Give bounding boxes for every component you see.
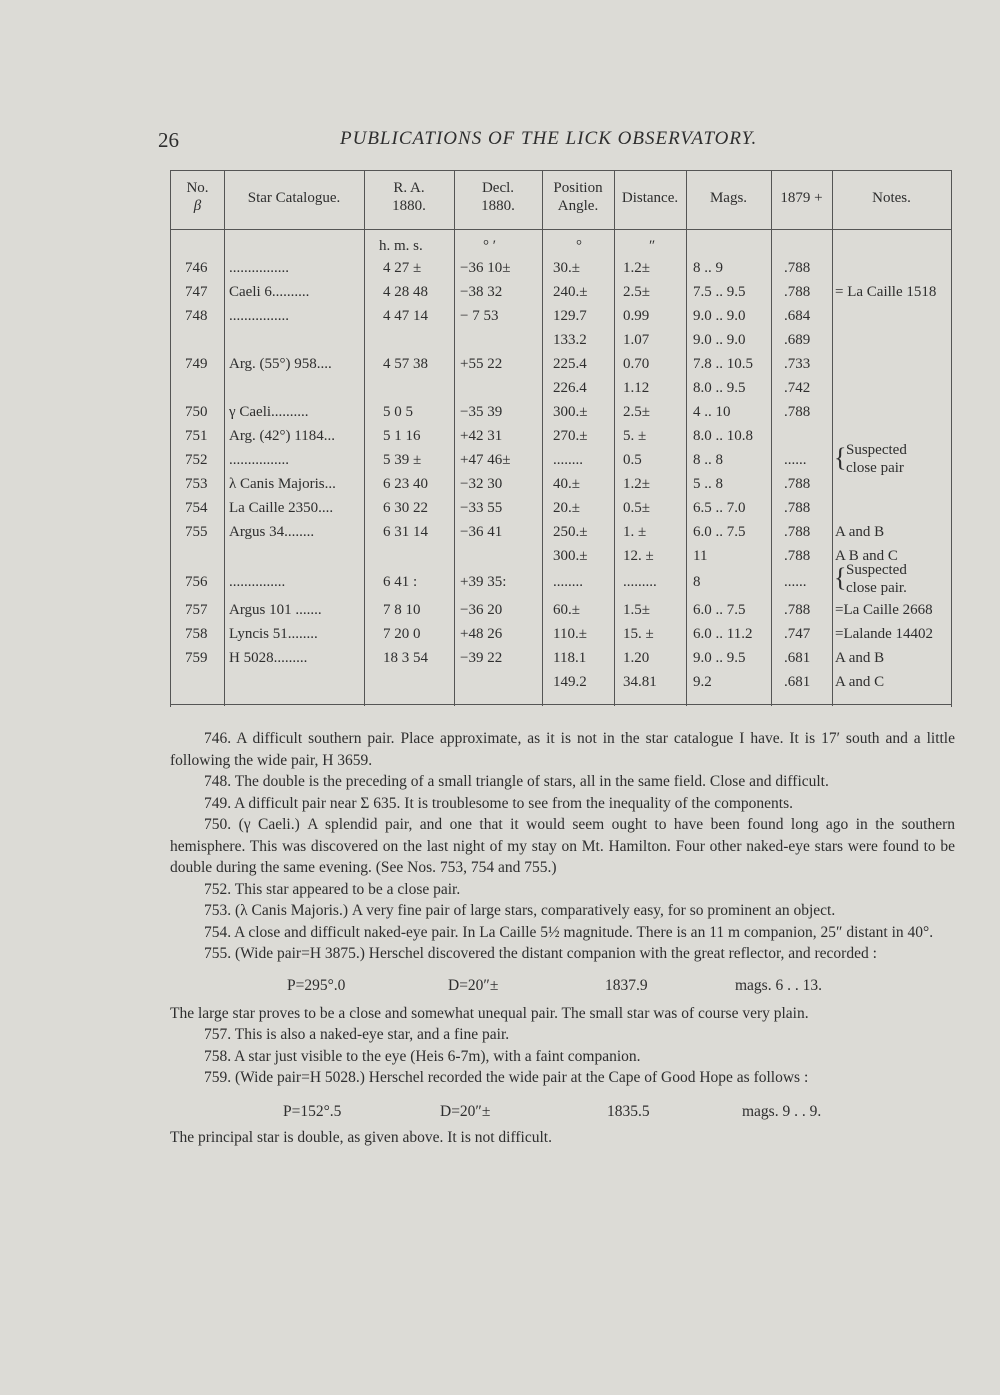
cell-note: A and B [835,650,885,666]
col-rule [686,171,687,706]
cell-mags: 7.5 .. 9.5 [693,284,746,300]
note-746: 746. A difficult southern pair. Place approximate, as it is not in the star catalogue I have. It is 17′ south and a little following the wide pair, H 3659. [170,730,955,769]
cell-decl: −39 22 [460,650,503,666]
cell-distance: 0.70 [623,356,650,372]
header-ra: R. A. 1880. [392,180,426,214]
cell-note: = La Caille 1518 [835,284,937,300]
cell-position-angle: ........ [553,452,583,468]
cell-ra: 18 3 54 [383,650,428,666]
cell-position-angle: 60.± [553,602,580,618]
cell-no: 752 [185,452,208,468]
cell-ra: 4 27 ± [383,260,422,276]
note-755: 755. (Wide pair=H 3875.) Herschel discovered the distant companion with the great reflector, and recorded : [204,945,877,962]
cell-note: A and B [835,524,885,540]
header-position-angle: Position Angle. [553,180,603,214]
cell-position-angle: 149.2 [553,674,587,690]
unit-dist: ″ [649,238,656,254]
cell-catalogue: Lyncis 51........ [229,626,318,642]
brace-icon: { [834,563,847,592]
col-rule [454,171,455,706]
cell-decl: +42 31 [460,428,503,444]
cell-distance: ......... [623,574,657,590]
cell-catalogue: Arg. (55°) 958.... [229,356,332,372]
note-753: 753. (λ Canis Majoris.) A very fine pair of large stars, comparatively easy, for so prominent an object. [204,902,836,919]
cell-mags: 6.0 .. 7.5 [693,524,746,540]
cell-epoch: .689 [784,332,811,348]
cell-catalogue: Arg. (42°) 1184... [229,428,335,444]
cell-decl: +47 46± [460,452,511,468]
cell-mags: 5 .. 8 [693,476,723,492]
note-748: 748. The double is the preceding of a small triangle of stars, all in the same field. Close and difficult. [204,773,829,790]
note-755-cont: The large star proves to be a close and somewhat unequal pair. The small star was of course very plain. [170,1004,809,1022]
cell-epoch: .684 [784,308,811,324]
cell-mags: 8 .. 9 [693,260,723,276]
cell-mags: 9.0 .. 9.0 [693,308,746,324]
header-catalogue: Star Catalogue. [247,190,341,206]
cell-note: =Lalande 14402 [835,626,934,642]
col-rule [771,171,772,706]
cell-epoch: .788 [784,500,811,516]
cell-mags: 7.8 .. 10.5 [693,356,753,372]
cell-ra: 5 0 5 [383,404,413,420]
cell-position-angle: ........ [553,574,583,590]
cell-distance: 1.12 [623,380,650,396]
cell-no: 751 [185,428,208,444]
note-750: 750. (γ Caeli.) A splendid pair, and one that it would seem ought to have been found long ago in the southern hemisphere. This was discovered on the last night of my stay on Mt. Hamilton. Four other naked-eye stars were found to be double during the same evening. (See Nos. 753, 754 and 755.) [170,816,955,876]
cell-catalogue: ............... [229,574,286,590]
cell-epoch: ...... [784,574,807,590]
cell-no: 748 [185,308,208,324]
cell-mags: 9.0 .. 9.5 [693,650,746,666]
header-decl: Decl. 1880. [481,180,515,214]
note-752: 752. This star appeared to be a close pair. [204,880,461,898]
cell-position-angle: 226.4 [553,380,587,396]
cell-ra: 6 31 14 [383,524,428,540]
unit-decl: ° ′ [483,238,497,254]
cell-epoch: ...... [784,452,807,468]
cell-no: 754 [185,500,208,516]
cell-distance: 1.07 [623,332,650,348]
cell-distance: 0.99 [623,308,650,324]
header-rule [171,229,951,230]
cell-no: 753 [185,476,208,492]
cell-epoch: .788 [784,602,811,618]
cell-position-angle: 30.± [553,260,580,276]
cell-position-angle: 250.± [553,524,588,540]
cell-mags: 9.2 [693,674,712,690]
cell-epoch: .681 [784,674,811,690]
cell-distance: 15. ± [623,626,654,642]
header-no: No. β [186,180,209,214]
cell-ra: 6 23 40 [383,476,428,492]
cell-epoch: .788 [784,476,811,492]
formula-755: P=295°.0 D=20″± 1837.9 mags. 6 . . 13. [287,976,822,994]
note-754: 754. A close and difficult naked-eye pair. In La Caille 5½ magnitude. There is an 11 m companion, 25″ distant in 40°. [204,923,934,941]
header-epoch: 1879 + [780,190,823,206]
cell-mags: 9.0 .. 9.0 [693,332,746,348]
cell-no: 757 [185,602,208,618]
cell-no: 755 [185,524,208,540]
col-rule [542,171,543,706]
col-rule [614,171,615,706]
cell-ra: 7 20 0 [383,626,421,642]
cell-distance: 1.2± [623,260,650,276]
cell-catalogue: ................ [229,308,289,324]
cell-position-angle: 118.1 [553,650,587,666]
cell-mags: 6.0 .. 7.5 [693,602,746,618]
cell-position-angle: 300.± [553,548,588,564]
notes-section [170,728,955,1148]
cell-catalogue: H 5028......... [229,650,308,666]
cell-ra: 4 47 14 [383,308,428,324]
cell-decl: +55 22 [460,356,503,372]
cell-distance: 2.5± [623,284,650,300]
cell-decl: +48 26 [460,626,503,642]
cell-epoch: .681 [784,650,811,666]
cell-ra: 5 1 16 [383,428,421,444]
cell-distance: 1.2± [623,476,650,492]
cell-decl: −36 10± [460,260,511,276]
note-757: 757. This is also a naked-eye star, and a fine pair. [204,1026,510,1043]
cell-catalogue: ................ [229,260,289,276]
cell-catalogue: λ Canis Majoris... [229,476,336,492]
cell-catalogue: Caeli 6.......... [229,284,310,300]
cell-note: A B and C [835,548,898,564]
cell-epoch: .788 [784,524,811,540]
cell-position-angle: 225.4 [553,356,587,372]
cell-position-angle: 40.± [553,476,580,492]
cell-no: 750 [185,404,208,420]
cell-position-angle: 240.± [553,284,588,300]
cell-position-angle: 20.± [553,500,580,516]
cell-epoch: .788 [784,404,811,420]
unit-pa: ° [576,238,582,254]
cell-position-angle: 300.± [553,404,588,420]
cell-ra: 5 39 ± [383,452,422,468]
unit-ra: h. m. s. [379,238,423,254]
note-758: 758. A star just visible to the eye (Heis 6-7m), with a faint companion. [204,1047,641,1065]
cell-position-angle: 129.7 [553,308,587,324]
cell-decl: −36 41 [460,524,503,540]
cell-ra: 7 8 10 [383,602,421,618]
formula-759: P=152°.5 D=20″± 1835.5 mags. 9 . . 9. [283,1102,822,1120]
running-head: PUBLICATIONS OF THE LICK OBSERVATORY. [340,128,758,149]
cell-epoch: .788 [784,260,811,276]
page-number: 26 [158,128,179,152]
cell-ra: 6 30 22 [383,500,428,516]
cell-epoch: .733 [784,356,811,372]
cell-mags: 8.0 .. 9.5 [693,380,746,396]
cell-distance: 34.81 [623,674,657,690]
cell-distance: 2.5± [623,404,650,420]
cell-distance: 1.20 [623,650,650,666]
cell-decl: −33 55 [460,500,503,516]
cell-mags: 6.5 .. 7.0 [693,500,746,516]
cell-epoch: .788 [784,284,811,300]
cell-catalogue: ................ [229,452,289,468]
cell-distance: 1. ± [623,524,647,540]
cell-distance: 0.5 [623,452,642,468]
cell-no: 756 [185,574,208,590]
cell-decl: −32 30 [460,476,503,492]
cell-note: =La Caille 2668 [835,602,933,618]
cell-decl: −36 20 [460,602,503,618]
cell-ra: 6 41 : [383,574,418,590]
cell-no: 749 [185,356,208,372]
cell-mags: 8 [693,574,701,590]
cell-epoch: .747 [784,626,811,642]
note-759-cont: The principal star is double, as given above. It is not difficult. [170,1128,552,1146]
table-bottom-rule [171,704,951,705]
brace-icon: { [834,443,847,472]
star-table: No. β Star Catalogue. R. A. 1880. Decl. 1880. Position Angle. Distance. Mags. 1879 + Notes. h. m. s. ° ′ ° ″ 746 ................ 4 27 ± −36 10± 30.± 1.2± 8 .. 9 .788 747 Caeli 6.......... 4 28 48 −38 32 240.± 2.5± 7.5 .. 9.5 .788 = La Caille 1518 748 ................ 4 47 14 − 7 53 129.7 0.99 9.0 .. 9.0 .684 133.2 1.07 9.0 .. 9.0 .689 749 Arg. (55°) 958.... 4 57 38 +55 22 225.4 0.70 7.8 .. 10.5 .733 226.4 1.12 8.0 .. 9.5 .742 750 γ Caeli.......... 5 0 5 −35 39 300.± 2.5± 4 .. 10 .788 751 Arg. (42°) 1184... 5 1 16 +42 31 270.± 5. ± 8.0 .. 10.8 752 ................ 5 39 ± +47 46± ........ 0.5 8 .. 8 ...... 753 λ Canis Majoris... 6 23 40 −32 30 40.± 1.2± 5 .. 8 .788 754 La Caille 2350.... 6 30 22 −33 55 20.± 0.5± 6.5 .. 7.0 .788 755 Argus 34........ 6 31 14 −36 41 250.± 1. ± 6.0 .. 7.5 .788 A and B 300.± 12. ± 11 .788 A B and C 756 ............... 6 41 : +39 35: ........ ......... 8 ...... 757 Argus 101 ....... 7 8 10 −36 20 60.± 1.5± 6.0 .. 7.5 .788 =La Caille 2668 758 Lyncis 51........ 7 20 0 +48 26 110.± 15. ± 6.0 .. 11.2 .747 =Lalande 14402 759 H 5028......... 18 3 54 −39 22 118.1 1.20 9.0 .. 9.5 .681 A and B 149.2 34.81 9.2 .681 A and C { Suspected close pair { Suspected close pair. [170,170,952,707]
cell-epoch: .788 [784,548,811,564]
col-rule [364,171,365,706]
note-749: 749. A difficult pair near Σ 635. It is troublesome to see from the inequality of the components. [204,794,793,812]
cell-epoch: .742 [784,380,811,396]
header-mags: Mags. [709,190,748,206]
cell-ra: 4 57 38 [383,356,428,372]
cell-position-angle: 270.± [553,428,588,444]
cell-catalogue: La Caille 2350.... [229,500,334,516]
cell-catalogue: γ Caeli.......... [229,404,309,420]
col-rule [224,171,225,706]
col-rule [832,171,833,706]
cell-no: 747 [185,284,208,300]
cell-position-angle: 133.2 [553,332,587,348]
cell-mags: 4 .. 10 [693,404,731,420]
cell-decl: −35 39 [460,404,503,420]
cell-mags: 8 .. 8 [693,452,723,468]
cell-catalogue: Argus 101 ....... [229,602,322,618]
cell-distance: 5. ± [623,428,647,444]
cell-position-angle: 110.± [553,626,587,642]
cell-distance: 12. ± [623,548,654,564]
cell-no: 758 [185,626,208,642]
cell-distance: 0.5± [623,500,650,516]
header-notes: Notes. [872,190,911,206]
cell-catalogue: Argus 34........ [229,524,315,540]
cell-ra: 4 28 48 [383,284,428,300]
cell-no: 759 [185,650,208,666]
header-distance: Distance. [621,190,679,206]
cell-no: 746 [185,260,208,276]
cell-mags: 6.0 .. 11.2 [693,626,753,642]
cell-mags: 8.0 .. 10.8 [693,428,753,444]
note-759: 759. (Wide pair=H 5028.) Herschel recorded the wide pair at the Cape of Good Hope as follows : [204,1069,809,1086]
cell-distance: 1.5± [623,602,650,618]
cell-mags: 11 [693,548,708,564]
cell-decl: +39 35: [460,574,507,590]
cell-decl: − 7 53 [460,308,499,324]
cell-note: A and C [835,674,885,690]
cell-decl: −38 32 [460,284,503,300]
